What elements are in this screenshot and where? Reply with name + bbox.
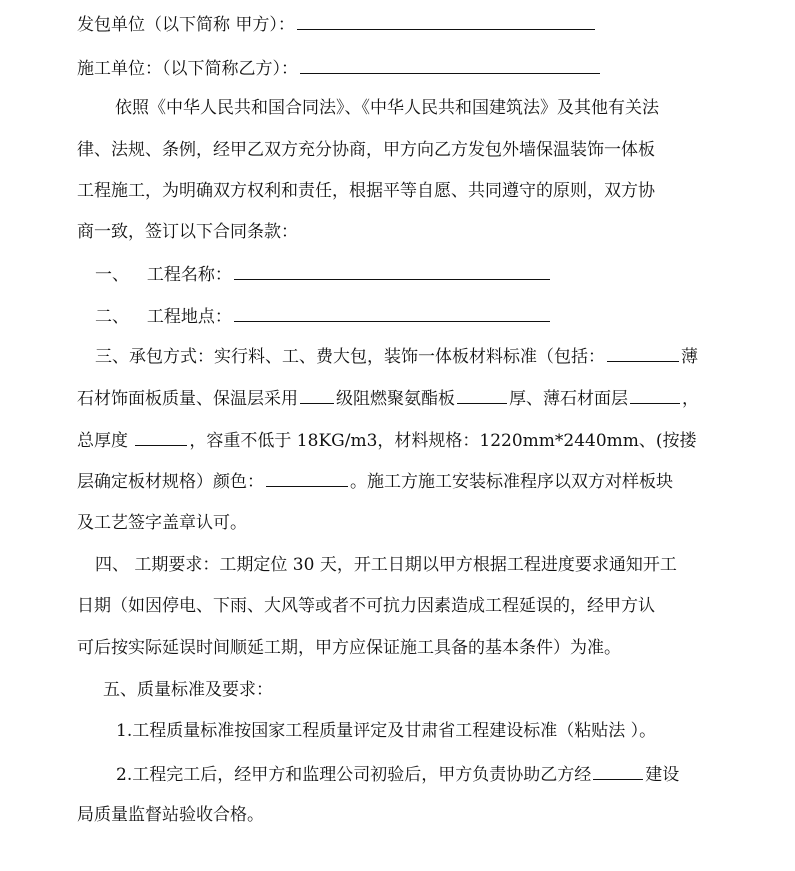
party-a-blank [297, 14, 595, 30]
section-3-text-4a: 层确定板材规格）颜色： [77, 472, 264, 492]
preamble-line-1: 依照《中华人民共和国合同法》、《中华人民共和国建筑法》及其他有关法 [115, 98, 659, 118]
party-b-line [77, 58, 602, 79]
section-3-line-2 [77, 388, 699, 409]
stone-layer-blank [630, 388, 680, 404]
fire-grade-blank [300, 388, 334, 404]
section-1-label: 工程名称： [146, 265, 232, 285]
section-3-text-3b: ，容重不低于 18KG/m3，材料规格：1220mm*2440mm、(按搂 [189, 431, 697, 451]
section-3-text-1a: 三、承包方式：实行料、工、费大包，装饰一体板材料标准（包括： [95, 347, 605, 367]
party-b-label: 施工单位：（以下简称乙方）： [77, 59, 298, 79]
section-3-line-4 [77, 471, 673, 492]
section-1-number: 一、 [95, 265, 129, 285]
section-5-item-2a: 2.工程完工后，经甲方和监理公司初验后，甲方负责协助乙方经 [116, 765, 592, 785]
section-3-text-4b: 。施工方施工安装标准程序以双方对样板块 [350, 472, 673, 492]
preamble-line-4: 商一致，签订以下合同条款： [77, 222, 298, 242]
section-3-text-2a: 石材饰面板质量、保温层采用 [77, 389, 298, 409]
section-4-line-3: 可后按实际延误时间顺延工期，甲方应保证施工具备的基本条件）为准。 [77, 638, 621, 658]
section-4-line-1: 四、 工期要求：工期定位 30 天，开工日期以甲方根据工程进度要求通知开工 [95, 555, 677, 575]
section-3-text-3a: 总厚度 [77, 431, 134, 451]
section-3-text-2d: ， [682, 389, 699, 409]
section-3-line-5: 及工艺签字盖章认可。 [77, 513, 247, 533]
section-5-item-2 [116, 764, 679, 785]
section-3-text-1b: 薄 [681, 347, 698, 367]
section-3-line-3 [77, 430, 697, 451]
preamble-line-2: 律、法规、条例，经甲乙双方充分协商，甲方向乙方发包外墙保温装饰一体板 [77, 140, 655, 160]
section-2-label: 工程地点： [146, 307, 232, 327]
section-2-number: 二、 [95, 307, 129, 327]
section-5-item-2b: 建设 [645, 765, 680, 785]
section-3-text-2b: 级阻燃聚氨酯板 [336, 389, 455, 409]
section-3-text-2c: 厚、薄石材面层 [509, 389, 628, 409]
section-2-project-location [95, 306, 552, 327]
party-a-label: 发包单位（以下简称 甲方）： [77, 15, 295, 35]
section-5-heading: 五、质量标准及要求： [103, 680, 273, 700]
total-thickness-blank [135, 430, 187, 446]
material-standard-blank [607, 346, 679, 362]
insulation-thickness-blank [457, 388, 507, 404]
party-a-line [77, 14, 597, 35]
acceptance-authority-blank [593, 764, 643, 780]
section-5-item-2-cont: 局质量监督站验收合格。 [77, 805, 264, 825]
section-4-line-2: 日期（如因停电、下雨、大风等或者不可抗力因素造成工程延误的，经甲方认 [77, 596, 655, 616]
project-location-blank [234, 306, 550, 322]
section-5-item-1: 1.工程质量标准按国家工程质量评定及甘肃省工程建设标准（粘贴法 ）。 [116, 721, 657, 741]
section-3-line-1 [95, 346, 698, 367]
project-name-blank [234, 264, 550, 280]
section-1-project-name [95, 264, 552, 285]
party-b-blank [300, 58, 600, 74]
color-blank [266, 471, 348, 487]
preamble-line-3: 工程施工，为明确双方权利和责任，根据平等自愿、共同遵守的原则，双方协 [77, 181, 655, 201]
